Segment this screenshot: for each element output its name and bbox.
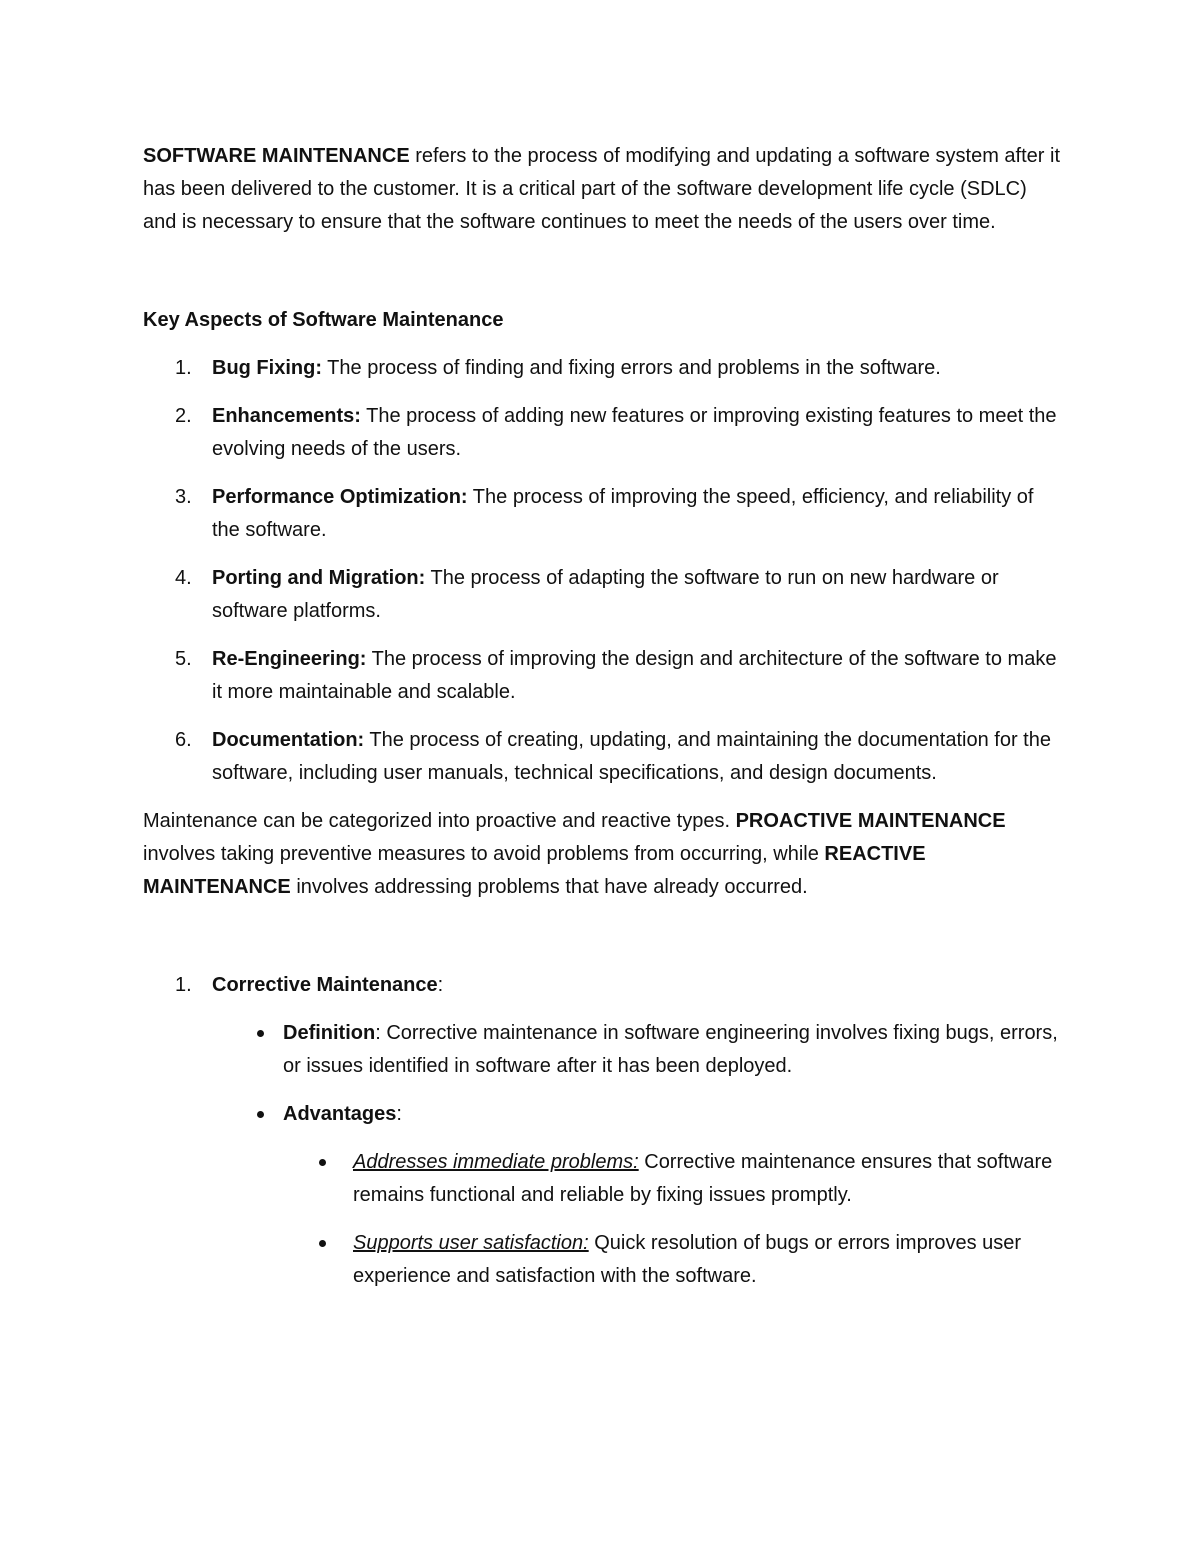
bullet-icon bbox=[257, 1030, 264, 1037]
list-item bbox=[143, 643, 1063, 709]
corrective-title: Corrective Maintenance bbox=[212, 974, 438, 996]
list-number: 2. bbox=[175, 405, 192, 427]
definition-bullet bbox=[143, 1017, 1063, 1083]
aspect-text: The process of finding and fixing errors and problems in the software. bbox=[321, 357, 941, 379]
reactive-term: REACTIVE MAINTENANCE bbox=[143, 843, 926, 898]
aspect-text: The process of adding new features or improving existing features to meet the evolving needs of the users. bbox=[212, 405, 1057, 460]
definition-label: Definition bbox=[283, 1022, 376, 1044]
aspect-title: Enhancements: bbox=[212, 405, 361, 427]
aspect-title: Bug Fixing: bbox=[212, 357, 322, 379]
definition-text: : Corrective maintenance in software engineering involves fixing bugs, errors, or issues identified in software after it has been deployed. bbox=[283, 1022, 1058, 1077]
list-number: 6. bbox=[175, 729, 192, 751]
list-item bbox=[143, 724, 1063, 790]
maintenance-types-paragraph bbox=[143, 805, 1063, 904]
list-item bbox=[143, 562, 1063, 628]
advantages-label: Advantages bbox=[283, 1103, 397, 1125]
list-item bbox=[143, 481, 1063, 547]
corrective-colon: : bbox=[437, 974, 444, 996]
list-number: 5. bbox=[175, 648, 192, 670]
advantages-colon: : bbox=[396, 1103, 402, 1125]
list-number: 1. bbox=[175, 357, 192, 379]
advantage-text: Quick resolution of bugs or errors improves user experience and satisfaction with the software. bbox=[353, 1232, 1022, 1287]
corrective-heading bbox=[143, 969, 1063, 1002]
advantages-bullet bbox=[143, 1098, 1063, 1131]
list-number: 4. bbox=[175, 567, 192, 589]
bullet-icon bbox=[319, 1240, 326, 1247]
types-text-2: involves taking preventive measures to avoid problems from occurring, while bbox=[143, 843, 825, 865]
aspects-list bbox=[143, 352, 1063, 790]
bullet-icon bbox=[319, 1159, 326, 1166]
aspect-text: The process of improving the design and architecture of the software to make it more maintainable and scalable. bbox=[212, 648, 1057, 703]
list-number: 3. bbox=[175, 486, 192, 508]
aspect-text: The process of adapting the software to run on new hardware or software platforms. bbox=[212, 567, 999, 622]
list-item bbox=[143, 352, 1063, 385]
aspect-title: Documentation: bbox=[212, 729, 365, 751]
aspect-title: Porting and Migration: bbox=[212, 567, 426, 589]
types-text-3: involves addressing problems that have already occurred. bbox=[290, 876, 808, 898]
proactive-term: PROACTIVE MAINTENANCE bbox=[735, 810, 1006, 832]
types-text-1: Maintenance can be categorized into proactive and reactive types. bbox=[143, 810, 736, 832]
bullet-icon bbox=[257, 1111, 264, 1118]
advantage-title: Addresses immediate problems: bbox=[353, 1151, 639, 1173]
aspect-title: Performance Optimization: bbox=[212, 486, 468, 508]
advantage-item bbox=[143, 1227, 1063, 1293]
list-item bbox=[143, 400, 1063, 466]
advantage-text: Corrective maintenance ensures that software remains functional and reliable by fixing issues promptly. bbox=[353, 1151, 1053, 1206]
aspect-title: Re-Engineering: bbox=[212, 648, 367, 670]
document-page bbox=[143, 140, 1063, 1308]
intro-term: SOFTWARE MAINTENANCE bbox=[143, 145, 410, 167]
intro-text: refers to the process of modifying and updating a software system after it has been delivered to the customer. It is a critical part of the software development life cycle (SDLC) and is necessary to ensure that the software continues to meet the needs of the users over time. bbox=[143, 145, 1060, 233]
aspect-text: The process of improving the speed, efficiency, and reliability of the software. bbox=[212, 486, 1034, 541]
advantage-title: Supports user satisfaction: bbox=[353, 1232, 589, 1254]
intro-paragraph bbox=[143, 140, 1063, 239]
key-aspects-heading: Key Aspects of Software Maintenance bbox=[143, 309, 504, 331]
advantage-item bbox=[143, 1146, 1063, 1212]
list-number: 1. bbox=[175, 974, 192, 996]
aspect-text: The process of creating, updating, and maintaining the documentation for the software, including user manuals, technical specifications, and design documents. bbox=[212, 729, 1051, 784]
